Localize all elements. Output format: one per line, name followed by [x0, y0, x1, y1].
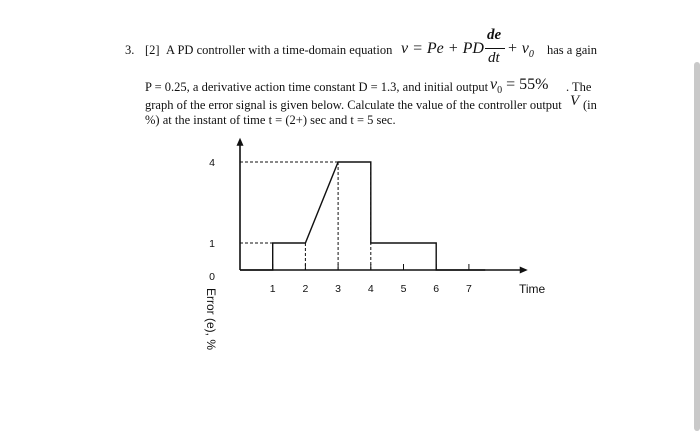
vertical-scrollbar[interactable] — [694, 62, 700, 431]
x-axis-title: Time — [519, 282, 546, 296]
x-tick-label: 5 — [400, 283, 407, 295]
chart-labels — [204, 157, 546, 350]
question-line3-end: (in — [583, 98, 597, 112]
x-axis-arrow — [520, 267, 528, 274]
question-line1-text: A PD controller with a time-domain equation — [166, 43, 393, 57]
question-line1-end: has a gain — [547, 43, 597, 57]
equation-tail-text: + v — [507, 40, 529, 57]
equation-tail-sub: 0 — [528, 49, 534, 61]
chart-series — [240, 162, 485, 270]
question-line2-text: P = 0.25, a derivative action time constant D = 1.3, and initial output — [145, 80, 489, 94]
y-tick-label: 0 — [209, 271, 215, 283]
x-tick-label: 1 — [269, 283, 276, 295]
equation-lhs: v = Pe + PD — [401, 40, 484, 57]
x-tick-label: 2 — [302, 283, 309, 295]
initial-output-symbol: v — [490, 76, 498, 93]
initial-output-value: = 55% — [502, 76, 549, 93]
question-number: 3. — [125, 43, 135, 57]
x-tick-label: 6 — [433, 283, 440, 295]
output-symbol: V — [570, 93, 580, 109]
question-marks: [2] — [145, 43, 160, 57]
y-tick-label: 1 — [209, 238, 215, 250]
y-axis-title: Error (e), % — [204, 288, 218, 351]
y-axis-arrow — [237, 138, 244, 146]
x-tick-label: 7 — [465, 283, 472, 295]
error-signal-line — [240, 162, 485, 270]
initial-output-sub: 0 — [497, 85, 503, 97]
equation-numerator: de — [487, 27, 502, 43]
chart-ticks — [273, 264, 469, 270]
x-tick-label: 3 — [335, 283, 342, 295]
question-line4-text: %) at the instant of time t = (2+) sec and t = 5 sec. — [145, 113, 396, 127]
equation-denominator: dt — [488, 50, 500, 66]
y-tick-label: 4 — [209, 157, 215, 169]
guide-lines — [240, 162, 371, 270]
question-line3-text: graph of the error signal is given below. Calculate the value of the controller output — [145, 98, 562, 112]
x-tick-label: 4 — [367, 283, 374, 295]
question-line2-end: . The — [566, 80, 592, 94]
chart-axes — [237, 138, 528, 274]
